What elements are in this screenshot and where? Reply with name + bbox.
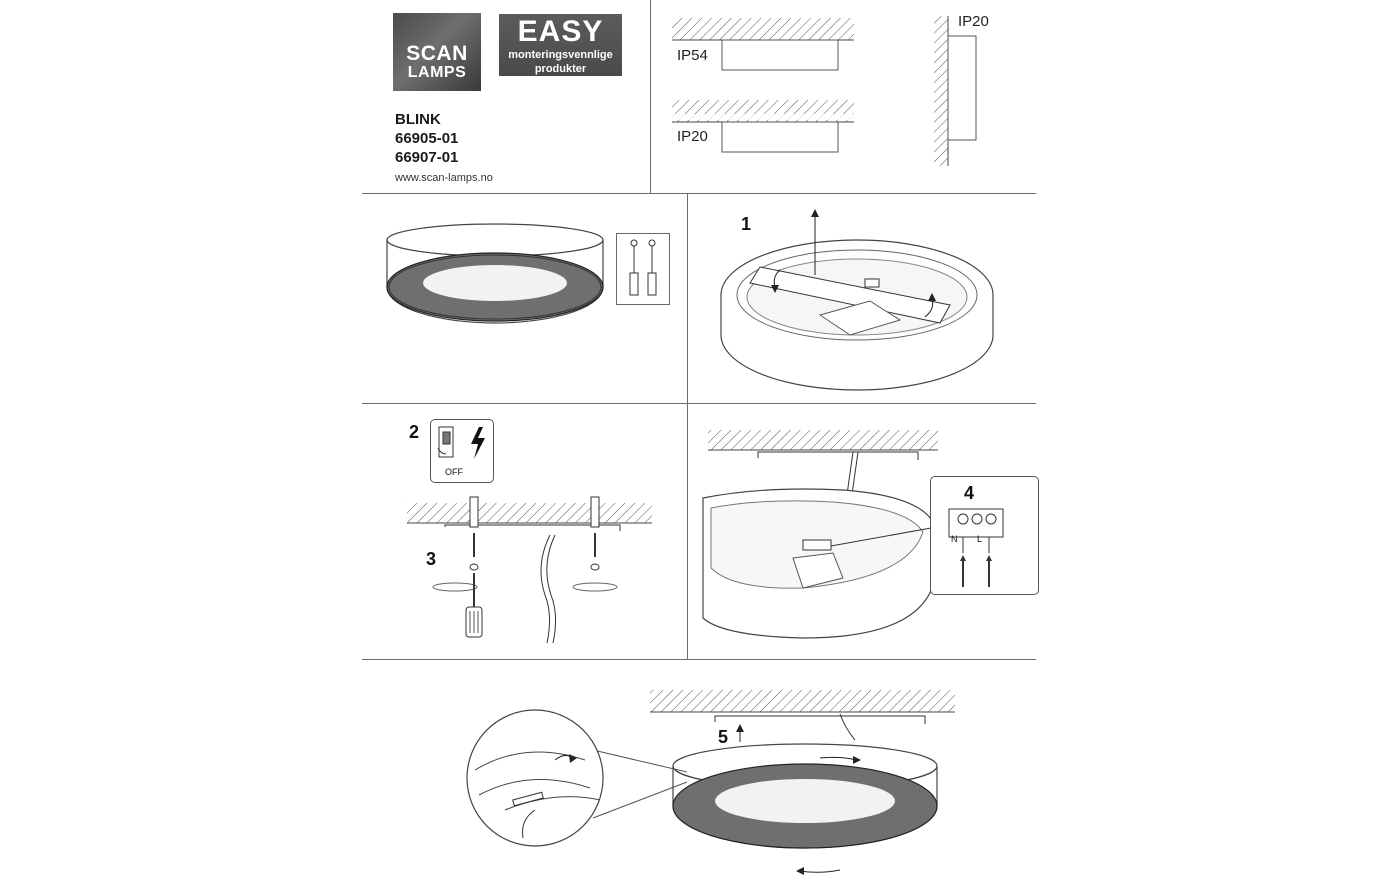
scan-lamps-logo: SCAN LAMPS: [393, 13, 481, 91]
divider-row1: [362, 193, 1036, 194]
product-code-1: 66905-01: [395, 130, 459, 147]
divider-row2: [362, 403, 1036, 404]
ip-ratings-diagram: [660, 10, 1000, 180]
lamp-overview-illustration: [385, 215, 615, 330]
screw-anchors-kit: [616, 233, 670, 305]
step-3-number: 3: [426, 549, 437, 569]
switch-off-label: OFF: [445, 467, 463, 477]
ip-label-ceiling-bottom: IP20: [677, 128, 708, 145]
terminal-l-label: L: [977, 534, 983, 544]
terminal-n-label: N: [951, 534, 958, 544]
step-2-number: 2: [409, 422, 420, 442]
product-name: BLINK: [395, 111, 441, 128]
light-switch-icon: [437, 426, 459, 460]
step-1-number: 1: [741, 214, 752, 234]
step-1-illustration: [720, 205, 995, 400]
divider-row3: [362, 659, 1036, 660]
step-5-number: 5: [718, 727, 729, 747]
power-off-switch-panel: [430, 419, 494, 483]
step-4-number: 4: [964, 483, 975, 503]
lightning-bolt-icon: [469, 426, 487, 460]
ip-label-ceiling-top: IP54: [677, 47, 708, 64]
terminal-block-detail: [930, 476, 1039, 595]
divider-top-vertical: [650, 0, 651, 193]
product-code-2: 66907-01: [395, 149, 459, 166]
rotation-detail-zoom: [465, 700, 695, 850]
easy-badge: EASY monteringsvennlige produkter: [499, 14, 622, 76]
step-4-wiring-illustration: [703, 428, 943, 643]
ip-label-wall: IP20: [958, 13, 989, 30]
website-url: www.scan-lamps.no: [395, 172, 493, 184]
divider-mid-vertical: [687, 194, 688, 659]
step-3-ceiling-mount-illustration: [405, 495, 655, 650]
terminal-connector-icon: [941, 507, 1021, 589]
